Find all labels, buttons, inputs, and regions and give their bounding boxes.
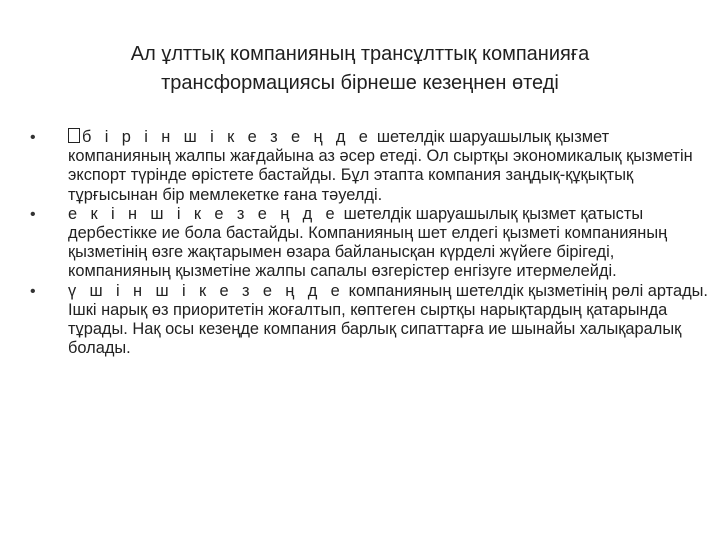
bullet-item-2 [30, 205, 710, 282]
bullet-text: шетелдік шаруашылық қызмет қатысты дербестікке ие бола бастайды. Компанияның шет елдегі қызметі компанияның қызметінің өзге жақтарымен өзара байланысқан күрделі жүйеге бірігеді, компанияның қызметіне жалпы сапалы өзгерістер енгізуге итермелейді. [68, 204, 668, 281]
bullet-item-3 [30, 282, 710, 359]
bullet-marker: • [30, 129, 36, 146]
slide-title [60, 40, 660, 98]
bullet-lead: е к і н ш і к е з е ң д е [68, 204, 340, 223]
bullet-list [30, 128, 710, 358]
missing-glyph-icon [68, 128, 80, 143]
bullet-text: шетелдік шаруашылық қызмет компанияның жалпы жағдайына аз әсер етеді. Ол сыртқы экономикалық қызметін экспорт түрінде өрістете бастайды. Бұл этапта компания заңдық-құқықтық тұрғысынан бір мемлекетке ғана тәуелді. [68, 128, 693, 204]
bullet-item-1 [30, 128, 710, 205]
bullet-lead: б і р і н ш і к е з е ң д е [82, 128, 373, 146]
bullet-lead: ү ш і н ш і к е з е ң д е [68, 281, 345, 300]
title-line-2: трансформациясы бірнеше кезеңнен өтеді [161, 72, 559, 94]
title-line-1: Ал ұлттық компанияның трансұлттық компанияға [130, 43, 590, 65]
bullet-text: компанияның шетелдік қызметінің рөлі артады. Ішкі нарық өз приоритетін жоғалтып, көптеген сыртқы нарықтардың қатарында тұрады. Нақ осы кезеңде компания барлық сипаттарға ие шынайы халықаралық болады. [68, 281, 708, 358]
bullet-marker: • [30, 282, 36, 300]
bullet-marker: • [30, 205, 36, 223]
